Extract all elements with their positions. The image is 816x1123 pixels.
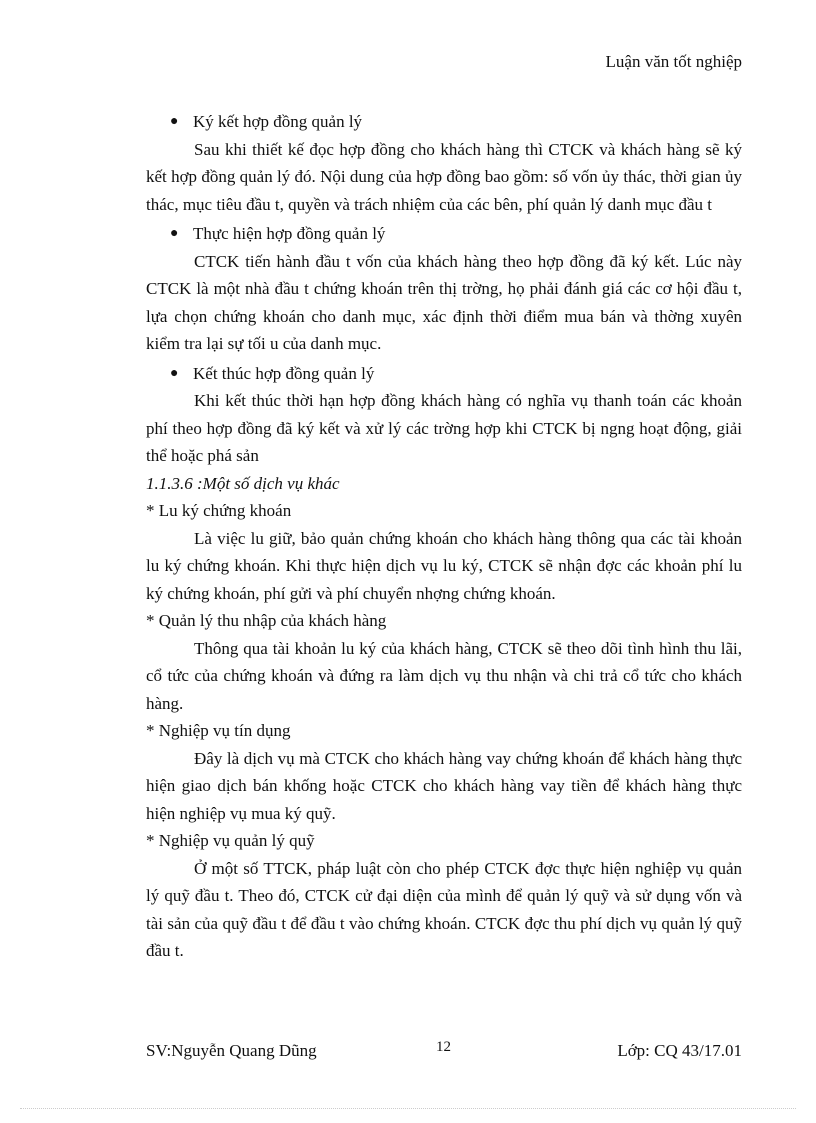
footer-student: SV:Nguyễn Quang Dũng xyxy=(146,1041,317,1060)
page-edge-divider xyxy=(20,1108,796,1109)
service-title: * Nghiệp vụ tín dụng xyxy=(146,721,291,740)
bullet-heading-text: Thực hiện hợp đồng quản lý xyxy=(193,224,386,243)
bullet-heading xyxy=(146,360,742,388)
running-header: Luận văn tốt nghiệp xyxy=(605,52,742,71)
paragraph: Ở một số TTCK, pháp luật còn cho phép CTCK đợc thực hiện nghiệp vụ quản lý quỹ đầu t. Theo đó, CTCK cử đại diện của mình để quản lý quỹ và sử dụng vốn và tài sản của quỹ đầu t để đầu t vào chứng khoán. CTCK đợc thu phí dịch vụ quản lý quỹ đầu t. xyxy=(146,858,742,960)
document-body xyxy=(146,106,742,965)
paragraph: Là việc lu giữ, bảo quản chứng khoán cho khách hàng thông qua các tài khoản lu ký chứng khoán. Khi thực hiện dịch vụ lu ký, CTCK sẽ nhận đợc các khoản phí lu ký chứng khoán, phí gửi và phí chuyển nhợng chứng khoán. xyxy=(146,528,742,603)
paragraph: CTCK tiến hành đầu t vốn của khách hàng theo hợp đồng đã ký kết. Lúc này CTCK là một nhà đầu t chứng khoán trên thị trờng, họ phải đánh giá các cơ hội đầu t, lựa chọn chứng khoán cho danh mục, xác định thời điểm mua bán và thờng xuyên kiểm tra lại sự tối u của danh mục. xyxy=(146,251,742,353)
service-title: * Lu ký chứng khoán xyxy=(146,501,292,520)
paragraph: Khi kết thúc thời hạn hợp đồng khách hàng có nghĩa vụ thanh toán các khoản phí theo hợp đồng đã ký kết và xử lý các trờng hợp khi CTCK bị ngng hoạt động, giải thể hoặc phá sản xyxy=(146,391,742,465)
page-number: 12 xyxy=(436,1039,451,1055)
bullet-heading xyxy=(146,108,742,136)
bullet-heading-text: Ký kết hợp đồng quản lý xyxy=(193,112,363,131)
bullet-heading xyxy=(146,220,742,248)
paragraph: Đây là dịch vụ mà CTCK cho khách hàng vay chứng khoán để khách hàng thực hiện giao dịch bán khống hoặc CTCK cho khách hàng vay tiền để khách hàng thực hiện nghiệp vụ mua ký quỹ. xyxy=(146,748,742,823)
service-title: * Nghiệp vụ quản lý quỹ xyxy=(146,831,315,850)
bullet-heading-text: Kết thúc hợp đồng quản lý xyxy=(193,363,375,383)
footer-class: Lớp: CQ 43/17.01 xyxy=(617,1041,742,1060)
bullet-dot-icon: ● xyxy=(170,114,179,129)
bullet-dot-icon: ● xyxy=(170,365,179,381)
paragraph: Sau khi thiết kế đọc hợp đồng cho khách hàng thì CTCK và khách hàng sẽ ký kết hợp đồng quản lý đó. Nội dung của hợp đồng bao gồm: số vốn ủy thác, thời gian ủy thác, mục tiêu đầu t, quyền và trách nhiệm của các bên, phí quản lý danh mục đầu t xyxy=(146,139,742,214)
bullet-dot-icon: ● xyxy=(170,226,179,241)
service-title: * Quản lý thu nhập của khách hàng xyxy=(146,611,387,630)
paragraph: Thông qua tài khoản lu ký của khách hàng, CTCK sẽ theo dõi tình hình thu lãi, cổ tức của chứng khoán và đứng ra làm dịch vụ thu nhận và chi trả cổ tức cho khách hàng. xyxy=(146,638,742,713)
section-subheading: 1.1.3.6 :Một số dịch vụ khác xyxy=(146,473,340,493)
